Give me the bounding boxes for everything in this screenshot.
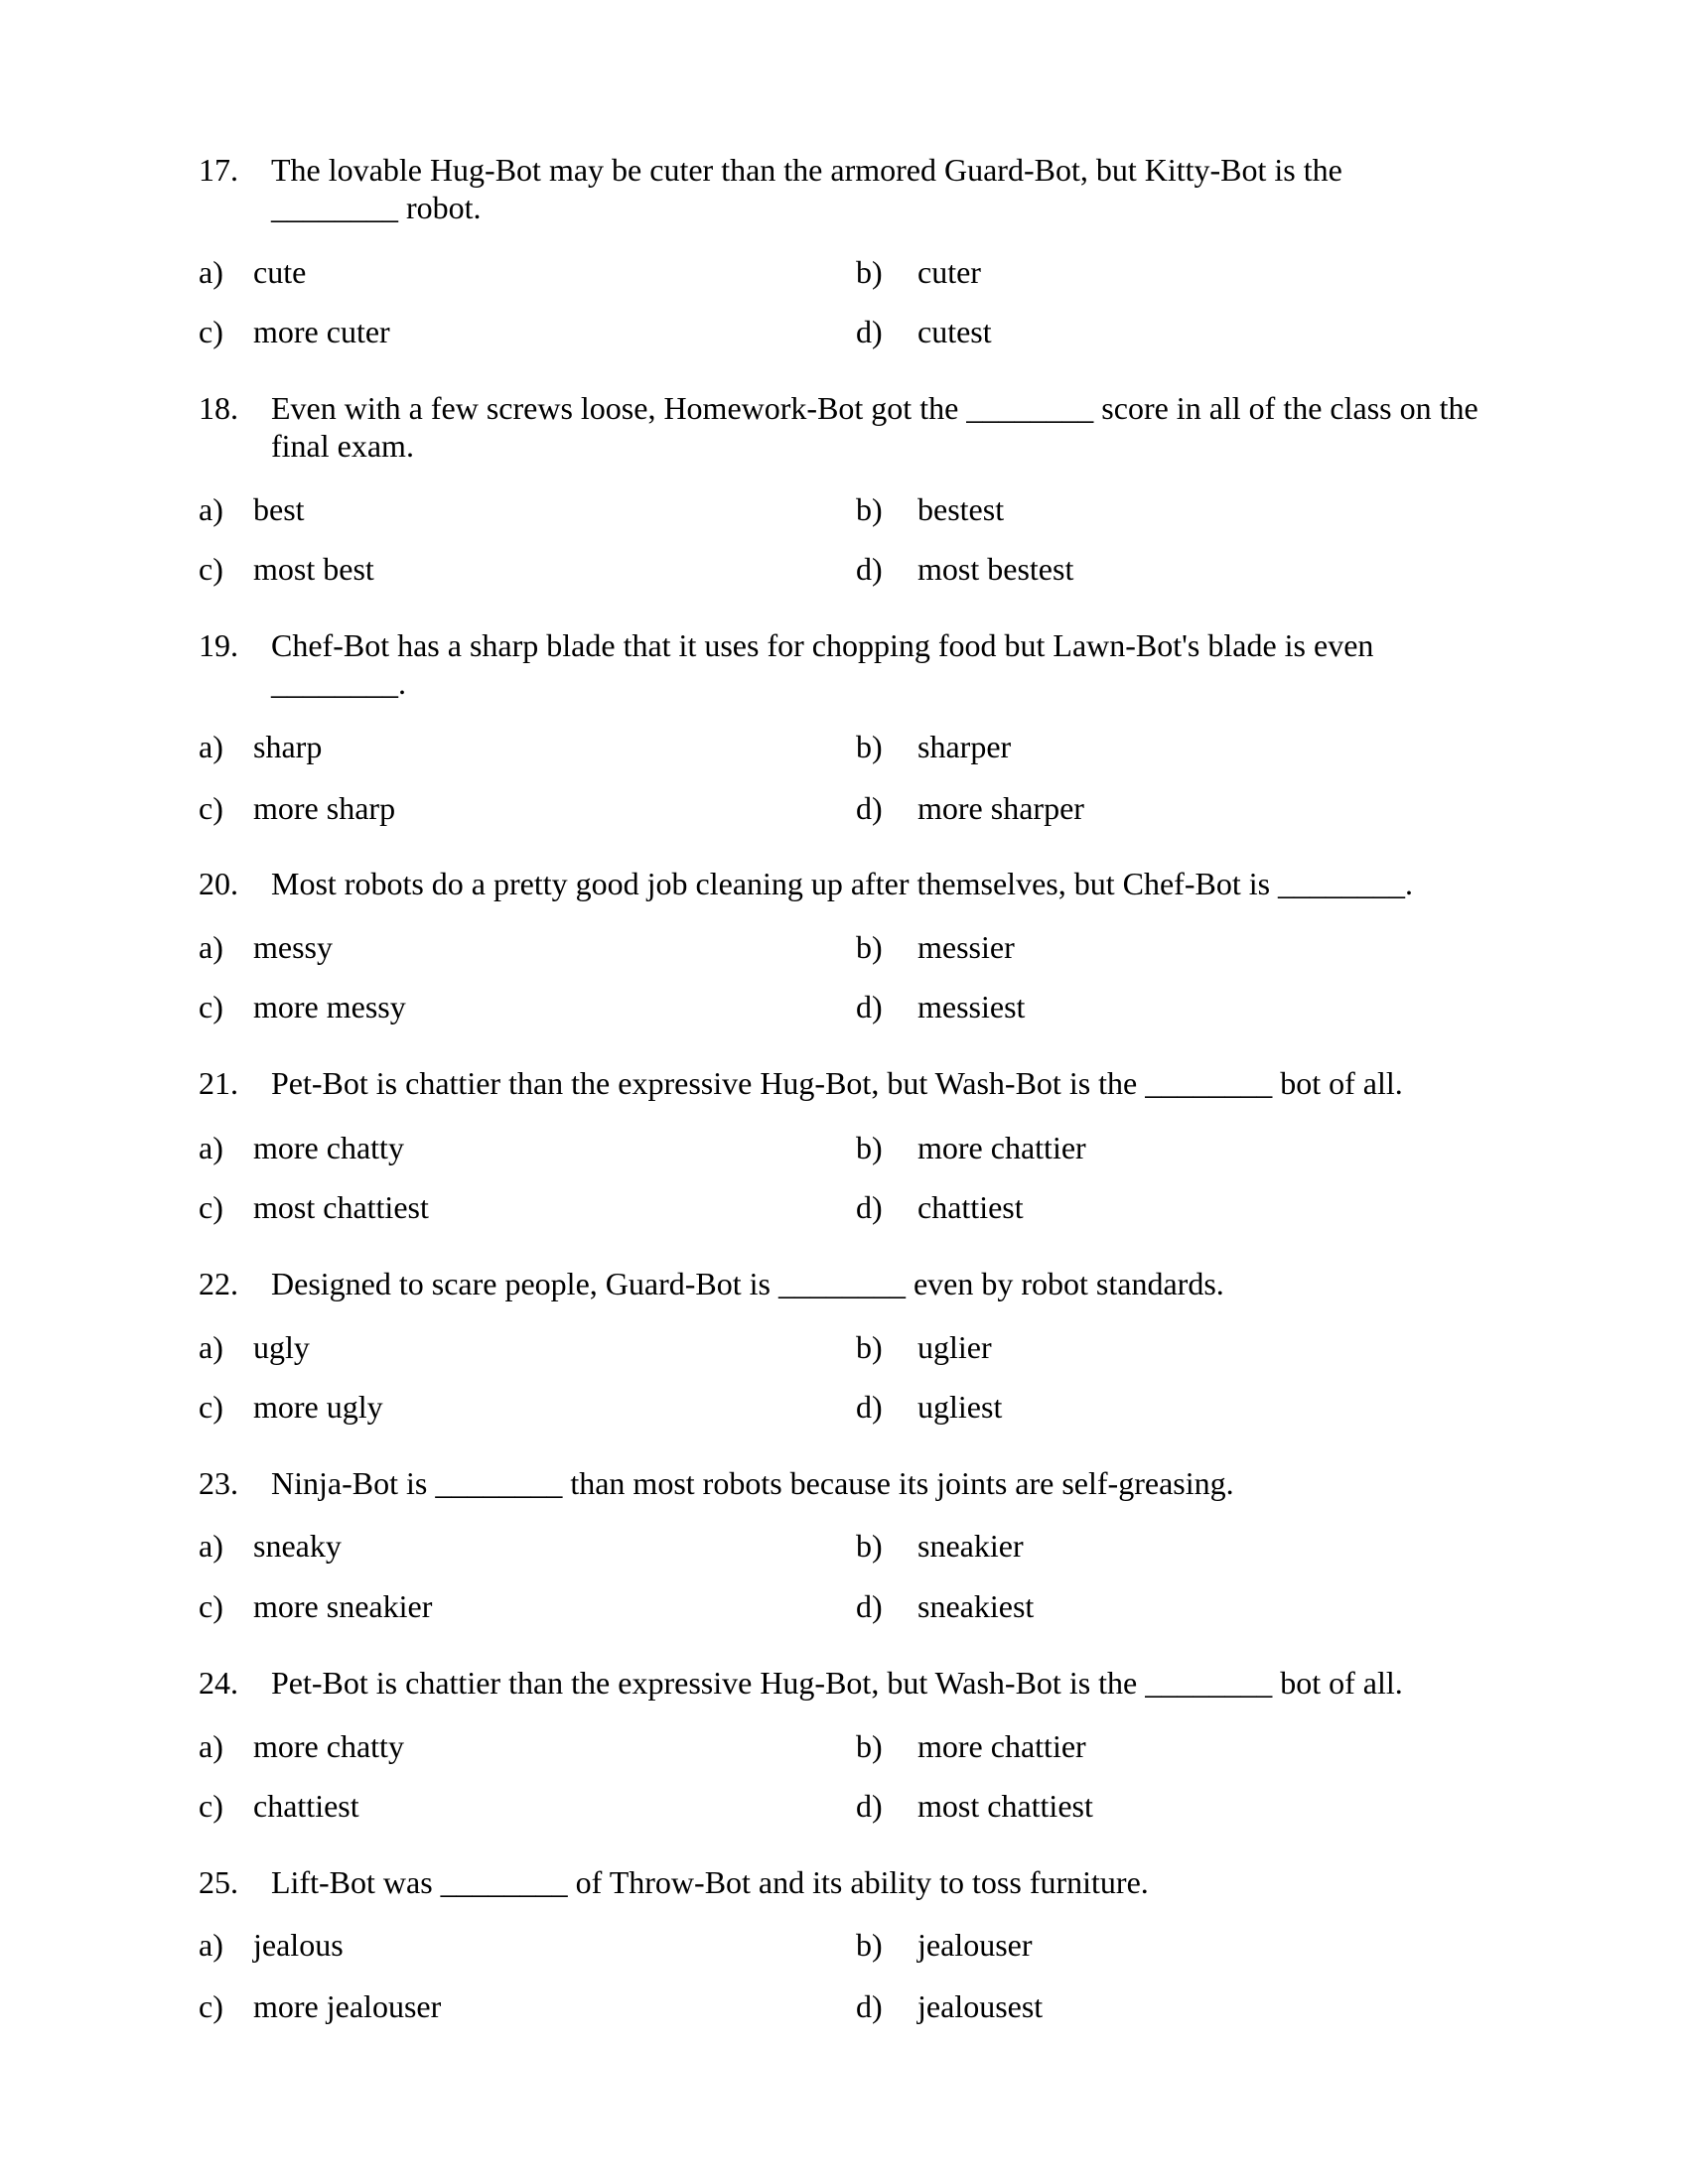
option-c[interactable]: more messy bbox=[253, 989, 406, 1024]
option-c[interactable]: more sharp bbox=[253, 790, 396, 826]
option-letter: d) bbox=[856, 1588, 883, 1624]
option-letter: a) bbox=[199, 1927, 223, 1963]
option-d[interactable]: ugliest bbox=[917, 1389, 1003, 1425]
option-c[interactable]: more cuter bbox=[253, 314, 390, 349]
option-letter: b) bbox=[856, 1528, 883, 1564]
option-c[interactable]: more sneakier bbox=[253, 1588, 433, 1624]
option-letter: d) bbox=[856, 1389, 883, 1425]
option-b[interactable]: messier bbox=[917, 929, 1015, 965]
question-stem: Designed to scare people, Guard-Bot is ________ even by robot standards. bbox=[271, 1266, 1224, 1301]
option-d[interactable]: jealousest bbox=[917, 1988, 1044, 2024]
option-d[interactable]: most bestest bbox=[917, 551, 1074, 587]
option-a[interactable]: jealous bbox=[253, 1927, 344, 1963]
option-c[interactable]: most best bbox=[253, 551, 374, 587]
option-letter: b) bbox=[856, 254, 883, 290]
option-a[interactable]: more chatty bbox=[253, 1130, 404, 1165]
option-a[interactable]: sharp bbox=[253, 729, 323, 764]
option-d[interactable]: most chattiest bbox=[917, 1788, 1093, 1824]
question-stem: Lift-Bot was ________ of Throw-Bot and its ability to toss furniture. bbox=[271, 1864, 1149, 1900]
option-letter: a) bbox=[199, 1528, 223, 1564]
option-a[interactable]: ugly bbox=[253, 1329, 310, 1365]
option-b[interactable]: more chattier bbox=[917, 1728, 1086, 1764]
question-stem: Most robots do a pretty good job cleaning up after themselves, but Chef-Bot is ________. bbox=[271, 866, 1414, 901]
option-letter: a) bbox=[199, 929, 223, 965]
question-stem: Pet-Bot is chattier than the expressive Hug-Bot, but Wash-Bot is the ________ bot of all. bbox=[271, 1065, 1403, 1101]
option-c[interactable]: more ugly bbox=[253, 1389, 383, 1425]
question-number: 17. bbox=[199, 152, 238, 188]
option-letter: a) bbox=[199, 491, 223, 527]
option-letter: b) bbox=[856, 491, 883, 527]
question-number: 24. bbox=[199, 1665, 238, 1701]
option-letter: c) bbox=[199, 1389, 223, 1425]
option-letter: b) bbox=[856, 1728, 883, 1764]
question-stem: The lovable Hug-Bot may be cuter than the armored Guard-Bot, but Kitty-Bot is the ________ robot. bbox=[271, 152, 1342, 225]
question-number: 23. bbox=[199, 1465, 238, 1501]
option-letter: b) bbox=[856, 1329, 883, 1365]
question-stem: Pet-Bot is chattier than the expressive Hug-Bot, but Wash-Bot is the ________ bot of all. bbox=[271, 1665, 1403, 1701]
option-c[interactable]: more jealouser bbox=[253, 1988, 442, 2024]
option-letter: d) bbox=[856, 989, 883, 1024]
option-letter: c) bbox=[199, 1189, 223, 1225]
option-letter: d) bbox=[856, 1788, 883, 1824]
question-number: 19. bbox=[199, 627, 238, 663]
option-d[interactable]: sneakiest bbox=[917, 1588, 1035, 1624]
option-b[interactable]: sharper bbox=[917, 729, 1012, 764]
option-c[interactable]: most chattiest bbox=[253, 1189, 429, 1225]
question-number: 20. bbox=[199, 866, 238, 901]
option-a[interactable]: messy bbox=[253, 929, 333, 965]
option-letter: c) bbox=[199, 989, 223, 1024]
question-stem: Chef-Bot has a sharp blade that it uses for chopping food but Lawn-Bot's blade is even ________. bbox=[271, 627, 1374, 701]
option-b[interactable]: more chattier bbox=[917, 1130, 1086, 1165]
option-letter: d) bbox=[856, 314, 883, 349]
option-d[interactable]: chattiest bbox=[917, 1189, 1024, 1225]
question-stem: Even with a few screws loose, Homework-Bot got the ________ score in all of the class on the final exam. bbox=[271, 390, 1478, 464]
option-a[interactable]: sneaky bbox=[253, 1528, 342, 1564]
question-number: 18. bbox=[199, 390, 238, 426]
option-letter: a) bbox=[199, 1728, 223, 1764]
question-stem: Ninja-Bot is ________ than most robots because its joints are self-greasing. bbox=[271, 1465, 1234, 1501]
option-d[interactable]: more sharper bbox=[917, 790, 1084, 826]
option-letter: c) bbox=[199, 790, 223, 826]
option-letter: b) bbox=[856, 1927, 883, 1963]
option-a[interactable]: best bbox=[253, 491, 305, 527]
question-number: 22. bbox=[199, 1266, 238, 1301]
option-letter: a) bbox=[199, 729, 223, 764]
question-number: 21. bbox=[199, 1065, 238, 1101]
option-letter: a) bbox=[199, 1329, 223, 1365]
option-letter: c) bbox=[199, 1788, 223, 1824]
option-letter: d) bbox=[856, 551, 883, 587]
option-d[interactable]: messiest bbox=[917, 989, 1026, 1024]
option-b[interactable]: sneakier bbox=[917, 1528, 1024, 1564]
option-d[interactable]: cutest bbox=[917, 314, 992, 349]
option-letter: c) bbox=[199, 1588, 223, 1624]
option-letter: c) bbox=[199, 314, 223, 349]
option-a[interactable]: more chatty bbox=[253, 1728, 404, 1764]
option-b[interactable]: jealouser bbox=[917, 1927, 1033, 1963]
option-b[interactable]: uglier bbox=[917, 1329, 992, 1365]
option-letter: b) bbox=[856, 1130, 883, 1165]
option-c[interactable]: chattiest bbox=[253, 1788, 359, 1824]
option-b[interactable]: cuter bbox=[917, 254, 981, 290]
option-letter: d) bbox=[856, 1189, 883, 1225]
option-letter: b) bbox=[856, 929, 883, 965]
option-letter: d) bbox=[856, 1988, 883, 2024]
option-letter: c) bbox=[199, 551, 223, 587]
option-letter: a) bbox=[199, 1130, 223, 1165]
option-letter: d) bbox=[856, 790, 883, 826]
option-b[interactable]: bestest bbox=[917, 491, 1005, 527]
option-letter: c) bbox=[199, 1988, 223, 2024]
option-letter: a) bbox=[199, 254, 223, 290]
option-letter: b) bbox=[856, 729, 883, 764]
question-number: 25. bbox=[199, 1864, 238, 1900]
option-a[interactable]: cute bbox=[253, 254, 307, 290]
